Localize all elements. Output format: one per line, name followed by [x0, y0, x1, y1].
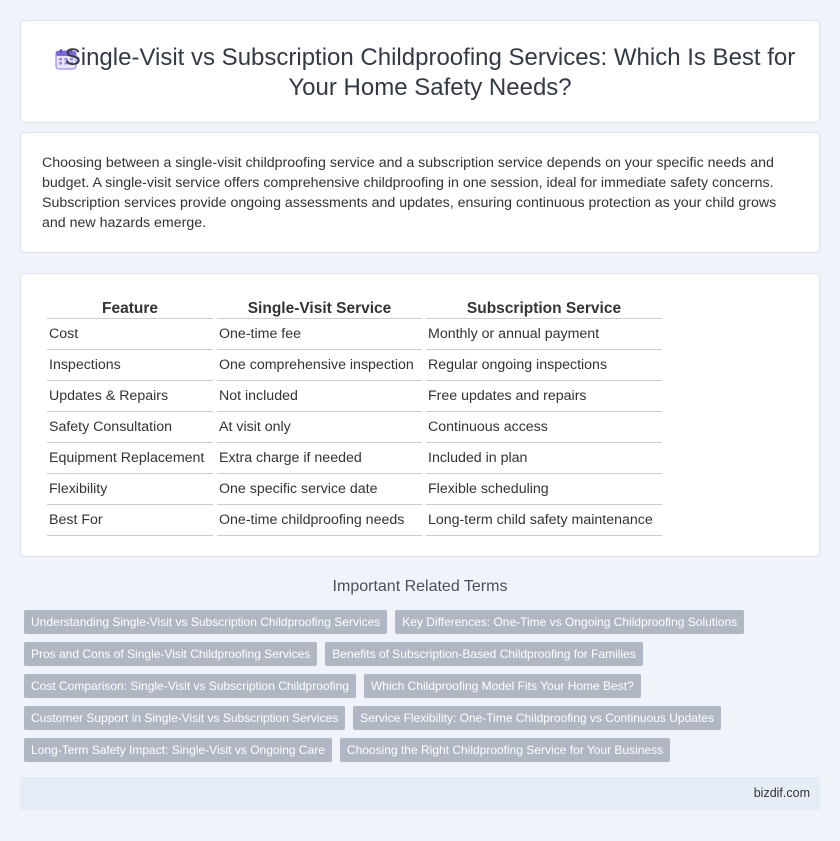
cell-single-visit: One comprehensive inspection	[217, 350, 422, 381]
site-link[interactable]: bizdif.com	[753, 786, 810, 800]
related-term-link[interactable]: Service Flexibility: One-Time Childproofing vs Continuous Updates	[353, 706, 721, 730]
cell-single-visit: Extra charge if needed	[217, 443, 422, 474]
comparison-table	[43, 296, 666, 536]
related-term-link[interactable]: Cost Comparison: Single-Visit vs Subscription Childproofing	[24, 674, 356, 698]
tag-row	[24, 674, 824, 698]
page-title: Single-Visit vs Subscription Childproofing Services: Which Is Best for Your Home Safety Needs?	[64, 44, 796, 101]
cell-single-visit: One-time childproofing needs	[217, 505, 422, 536]
related-terms-list	[24, 610, 824, 770]
cell-feature: Inspections	[47, 350, 213, 381]
related-term-link[interactable]: Benefits of Subscription-Based Childproofing for Families	[325, 642, 642, 666]
cell-single-visit: One specific service date	[217, 474, 422, 505]
cell-subscription: Continuous access	[426, 412, 662, 443]
related-term-link[interactable]: Long-Term Safety Impact: Single-Visit vs Ongoing Care	[24, 738, 332, 762]
cell-subscription: Free updates and repairs	[426, 381, 662, 412]
table-row	[47, 319, 662, 350]
intro-card	[20, 132, 820, 253]
table-header-row	[47, 296, 662, 319]
table-row	[47, 505, 662, 536]
cell-feature: Safety Consultation	[47, 412, 213, 443]
related-terms-heading: Important Related Terms	[332, 578, 508, 595]
intro-paragraph: Choosing between a single-visit childproofing service and a subscription service depends on your specific needs and budget. A single-visit service offers comprehensive childproofing in one session, ideal for immediate safety concerns. Subscription services provide ongoing assessments and updates, ensuring continuous protection as your child grows and new hazards emerge.	[42, 155, 777, 231]
tag-row	[24, 642, 824, 666]
table-row	[47, 350, 662, 381]
header-feature: Feature	[47, 296, 213, 319]
cell-subscription: Regular ongoing inspections	[426, 350, 662, 381]
cell-subscription: Monthly or annual payment	[426, 319, 662, 350]
cell-single-visit: Not included	[217, 381, 422, 412]
cell-feature: Updates & Repairs	[47, 381, 213, 412]
tag-row	[24, 610, 824, 634]
header-single-visit: Single-Visit Service	[217, 296, 422, 319]
related-term-link[interactable]: Understanding Single-Visit vs Subscription Childproofing Services	[24, 610, 387, 634]
table-row	[47, 474, 662, 505]
related-term-link[interactable]: Choosing the Right Childproofing Service for Your Business	[340, 738, 670, 762]
cell-single-visit: At visit only	[217, 412, 422, 443]
cell-subscription: Long-term child safety maintenance	[426, 505, 662, 536]
cell-subscription: Included in plan	[426, 443, 662, 474]
cell-feature: Cost	[47, 319, 213, 350]
cell-feature: Best For	[47, 505, 213, 536]
tag-row	[24, 738, 824, 762]
header-subscription: Subscription Service	[426, 296, 662, 319]
related-term-link[interactable]: Customer Support in Single-Visit vs Subscription Services	[24, 706, 345, 730]
related-term-link[interactable]: Which Childproofing Model Fits Your Home Best?	[364, 674, 641, 698]
footer	[20, 777, 820, 810]
cell-single-visit: One-time fee	[217, 319, 422, 350]
cell-subscription: Flexible scheduling	[426, 474, 662, 505]
comparison-card	[20, 273, 820, 557]
cell-feature: Flexibility	[47, 474, 213, 505]
table-row	[47, 412, 662, 443]
related-term-link[interactable]: Key Differences: One-Time vs Ongoing Childproofing Solutions	[395, 610, 744, 634]
table-row	[47, 443, 662, 474]
tag-row	[24, 706, 824, 730]
title-card	[20, 20, 820, 123]
related-term-link[interactable]: Pros and Cons of Single-Visit Childproofing Services	[24, 642, 317, 666]
cell-feature: Equipment Replacement	[47, 443, 213, 474]
table-row	[47, 381, 662, 412]
